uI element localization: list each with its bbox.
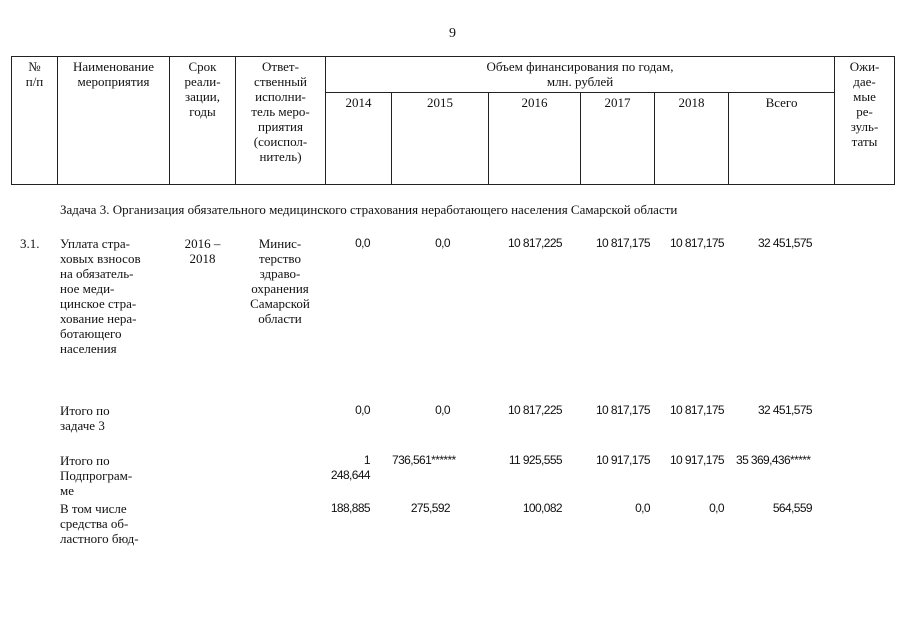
value-total: 564,559 [772, 501, 812, 515]
header-expected: Ожи- дае- мые ре- зуль- таты [835, 57, 895, 185]
value-2018: 10 817,175 [669, 403, 724, 417]
value-2016: 10 817,225 [507, 403, 562, 417]
value-2015: 0,0 [435, 236, 450, 250]
value-2017: 0,0 [635, 501, 650, 515]
value-2018: 0,0 [709, 501, 724, 515]
task-title: Задача 3. Организация обязательного медицинского страхования неработающего населения Самарской области [60, 202, 678, 217]
header-no: № п/п [12, 57, 58, 185]
value-2017: 10 817,175 [595, 236, 650, 250]
value-2015: 0,0 [435, 403, 450, 417]
value-2017: 10 817,175 [595, 403, 650, 417]
value-2014: 1 248,644 [330, 453, 370, 482]
header-year-2018: 2018 [655, 93, 729, 185]
header-year-2016: 2016 [489, 93, 581, 185]
value-2014: 0,0 [355, 236, 370, 250]
row-name: Уплата стра- ховых взносов на обязатель- ное меди- цинское стра- хование нера- ботающего населения [60, 236, 141, 356]
header-year-2017: 2017 [581, 93, 655, 185]
row-name: Итого по задаче 3 [60, 403, 110, 433]
value-2016: 10 817,225 [507, 236, 562, 250]
header-funding: Объем финансирования по годам, млн. рублей [326, 57, 835, 93]
value-2015: 736,561****** [392, 453, 456, 467]
value-2016: 11 925,555 [508, 453, 562, 467]
value-total: 32 451,575 [757, 403, 812, 417]
header-name: Наименование мероприятия [58, 57, 170, 185]
value-2016: 100,082 [522, 501, 562, 515]
row-responsible: Минис- терство здраво- охранения Самарской области [250, 236, 310, 326]
header-year-2014: 2014 [326, 93, 392, 185]
header-term: Срок реали- зации, годы [170, 57, 236, 185]
header-responsible: Ответ- ственный исполни- тель меро- приятия (соиспол- нитель) [236, 57, 326, 185]
row-name: В том числе средства об- ластного бюд- [60, 501, 139, 546]
value-total: 32 451,575 [757, 236, 812, 250]
value-2018: 10 917,175 [669, 453, 724, 467]
value-2014: 188,885 [330, 501, 370, 515]
value-total: 35 369,436***** [736, 453, 811, 467]
value-2018: 10 817,175 [669, 236, 724, 250]
page-number: 9 [449, 26, 456, 41]
value-2017: 10 917,175 [595, 453, 650, 467]
value-2014: 0,0 [355, 403, 370, 417]
row-number: 3.1. [20, 236, 40, 251]
value-2015: 275,592 [410, 501, 450, 515]
table-header [11, 56, 895, 185]
row-term: 2016 – 2018 [184, 236, 221, 266]
header-year-2015: 2015 [392, 93, 489, 185]
row-name: Итого по Подпрограм- ме [60, 453, 133, 498]
header-total: Всего [729, 93, 835, 185]
